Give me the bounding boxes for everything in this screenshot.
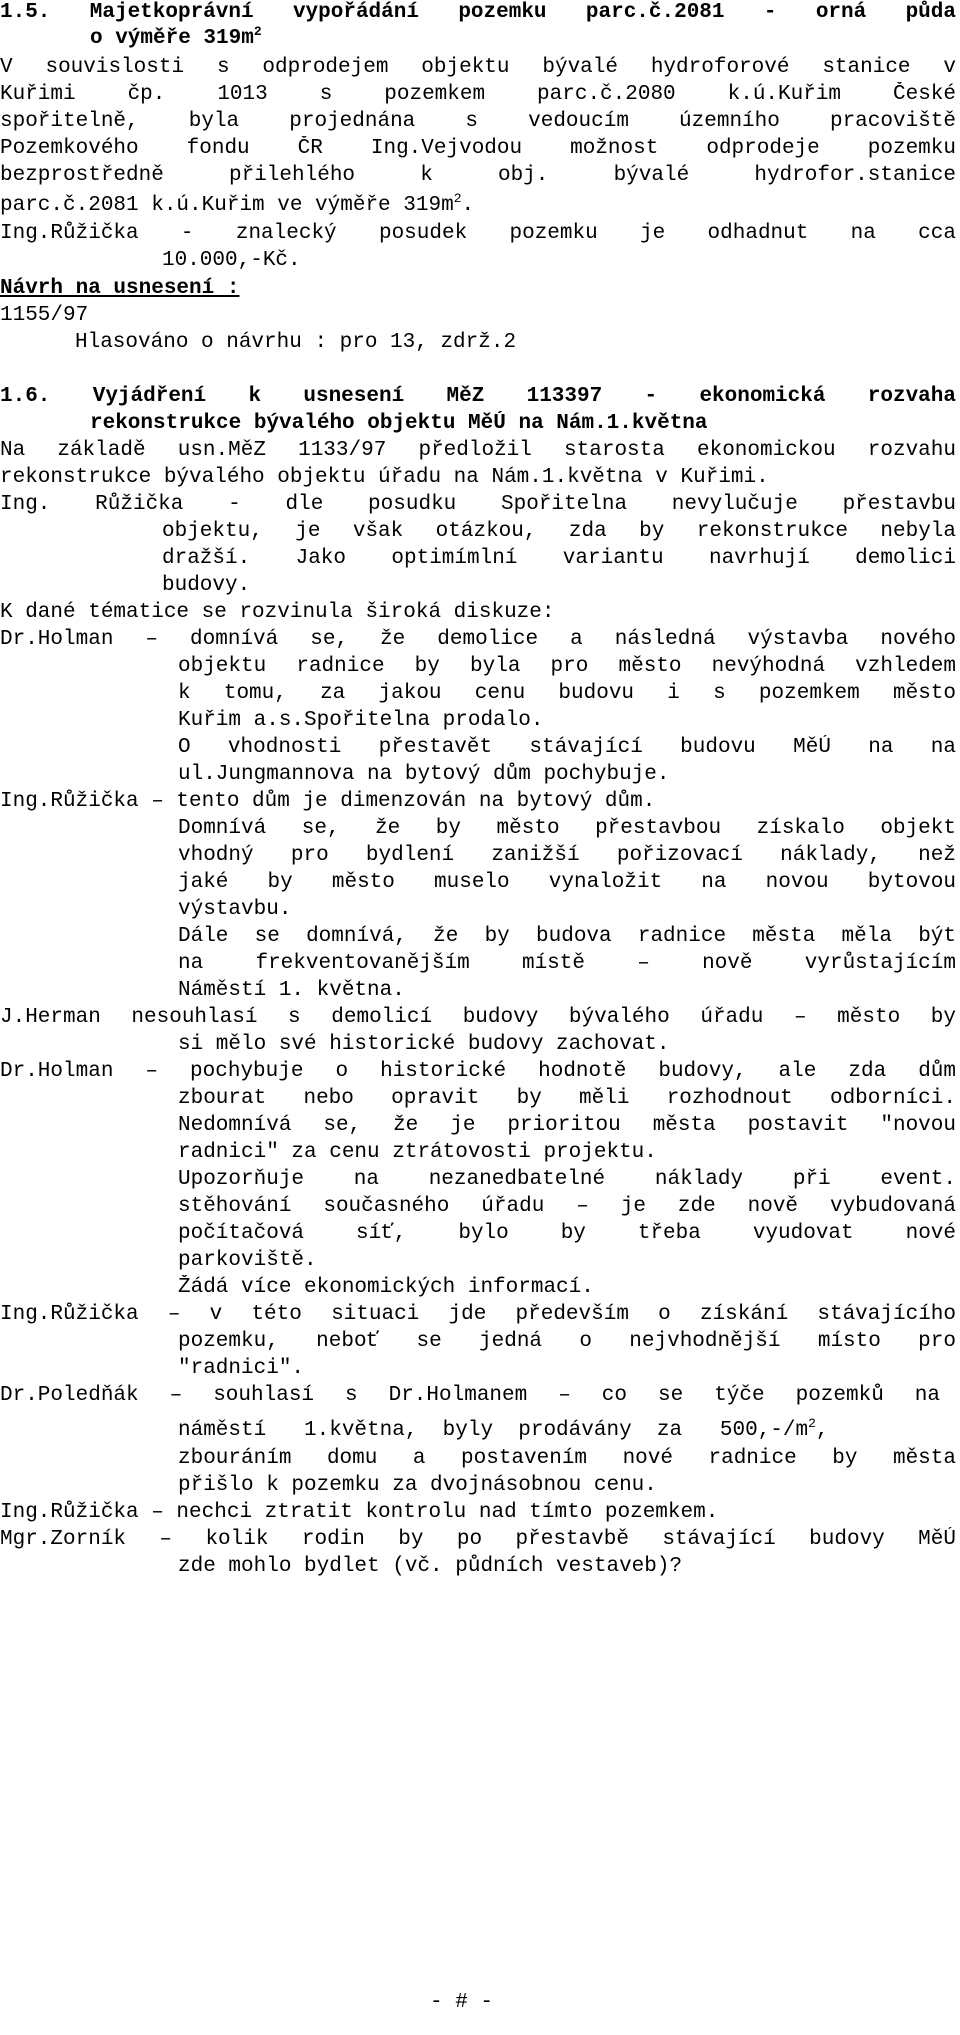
paragraph-line — [0, 193, 956, 219]
section-1-5-title-cont — [90, 26, 950, 52]
motion-text: 1155/97 — [0, 304, 89, 327]
paragraph-line: O vhodnosti přestavět stávající budovu MěÚ na na — [178, 736, 956, 759]
paragraph-line: Náměstí 1. května. — [178, 979, 405, 1002]
paragraph-line: 10.000,-Kč. — [162, 249, 301, 272]
paragraph-line: parkoviště. — [178, 1249, 317, 1272]
superscript: 2 — [253, 26, 262, 39]
paragraph-line: V souvislosti s odprodejem objektu bývalé hydroforové stanice v — [0, 56, 956, 79]
paragraph-line: Ing.Růžička – v této situaci jde především o získání stávajícího — [0, 1303, 956, 1326]
paragraph-line: Pozemkového fondu ČR Ing.Vejvodou možnost odprodeje pozemku — [0, 137, 956, 160]
paragraph-line: rekonstrukce bývalého objektu úřadu na Nám.1.května v Kuřimi. — [0, 466, 769, 489]
paragraph-line: počítačová síť, bylo by třeba vyudovat nové — [178, 1222, 956, 1245]
motion-heading: Návrh na usnesení : — [0, 277, 240, 300]
paragraph-line: K dané tématice se rozvinula široká diskuze: — [0, 601, 555, 624]
title-text: o výměře 319m — [90, 27, 254, 50]
paragraph-line: Upozorňuje na nezanedbatelné náklady při event. — [178, 1168, 956, 1191]
paragraph-line: Dále se domnívá, že by budova radnice města měla být — [178, 925, 956, 948]
section-1-5-title: 1.5. Majetkoprávní vypořádání pozemku parc.č.2081 - orná půda — [0, 1, 956, 24]
paragraph-line — [178, 1418, 956, 1444]
paragraph-line: objektu radnice by byla pro město nevýhodná vzhledem — [178, 655, 956, 678]
paragraph-line: spořitelně, byla projednána s vedoucím územního pracoviště — [0, 110, 956, 133]
paragraph-line: Kuřim a.s.Spořitelna prodalo. — [178, 709, 544, 732]
paragraph-line: Kuřimi čp. 1013 s pozemkem parc.č.2080 k.ú.Kuřim České — [0, 83, 956, 106]
paragraph-line: Domnívá se, že by město přestavbou získalo objekt — [178, 817, 956, 840]
paragraph-line: Žádá více ekonomických informací. — [178, 1276, 594, 1299]
vote-result: Hlasováno o návrhu : pro 13, zdrž.2 — [75, 331, 517, 354]
superscript: 2 — [808, 1418, 816, 1431]
paragraph-line: dražší. Jako optimímlní variantu navrhují demolici — [162, 547, 956, 570]
paragraph-line: "radnici". — [178, 1357, 305, 1380]
paragraph-line: si mělo své historické budovy zachovat. — [178, 1033, 670, 1056]
paragraph-line: radnici" za cenu ztrátovosti projektu. — [178, 1141, 657, 1164]
paragraph-line: Ing.Růžička - znalecký posudek pozemku je odhadnut na cca — [0, 222, 956, 245]
paragraph-line: objektu, je však otázkou, zda by rekonstrukce nebyla — [162, 520, 956, 543]
paragraph-line: stěhování současného úřadu – je zde nově vybudovaná — [178, 1195, 956, 1218]
paragraph-line: ul.Jungmannova na bytový dům pochybuje. — [178, 763, 670, 786]
paragraph-line: Ing.Růžička – tento dům je dimenzován na bytový dům. — [0, 790, 656, 813]
paragraph-line: budovy. — [162, 574, 251, 597]
paragraph-line: Na základě usn.MěZ 1133/97 předložil starosta ekonomickou rozvahu — [0, 439, 956, 462]
section-1-6-title: 1.6. Vyjádření k usnesení MěZ 113397 - ekonomická rozvaha — [0, 385, 956, 408]
superscript: 2 — [453, 193, 462, 206]
page-footer: - # - — [430, 1991, 494, 2014]
paragraph-line: jaké by město muselo vynaložit na novou bytovou — [178, 871, 956, 894]
paragraph-line: J.Herman nesouhlasí s demolicí budovy bývalého úřadu – město by — [0, 1006, 956, 1029]
text: , — [815, 1419, 829, 1442]
paragraph-line: Dr.Holman – pochybuje o historické hodnotě budovy, ale zda dům — [0, 1060, 956, 1083]
paragraph-line: Dr.Poledňák – souhlasí s Dr.Holmanem – co se týče pozemků na — [0, 1384, 940, 1407]
section-1-6-title-cont: rekonstrukce bývalého objektu MěÚ na Nám.1.května — [90, 412, 708, 435]
paragraph-line: zbouráním domu a postavením nové radnice by města — [178, 1447, 956, 1470]
paragraph-line: zde mohlo bydlet (vč. půdních vestaveb)? — [178, 1555, 683, 1578]
paragraph-line: Ing. Růžička - dle posudku Spořitelna nevylučuje přestavbu — [0, 493, 956, 516]
paragraph-line: vhodný pro bydlení zanižší pořizovací náklady, než — [178, 844, 956, 867]
paragraph-line: Ing.Růžička – nechci ztratit kontrolu nad tímto pozemkem. — [0, 1501, 719, 1524]
paragraph-line: Mgr.Zorník – kolik rodin by po přestavbě stávající budovy MěÚ — [0, 1528, 956, 1551]
paragraph-line: Dr.Holman – domnívá se, že demolice a následná výstavba nového — [0, 628, 956, 651]
text: náměstí 1.května, byly prodávány za 500,-/m — [178, 1419, 809, 1442]
paragraph-line: bezprostředně přilehlého k obj. bývalé hydrofor.stanice — [0, 164, 956, 187]
text: parc.č.2081 k.ú.Kuřim ve výměře 319m — [0, 194, 454, 217]
text: . — [461, 194, 475, 217]
paragraph-line: zbourat nebo opravit by měli rozhodnout odborníci. — [178, 1087, 956, 1110]
paragraph-line: Nedomnívá se, že je prioritou města postavit "novou — [178, 1114, 956, 1137]
paragraph-line: přišlo k pozemku za dvojnásobnou cenu. — [178, 1474, 657, 1497]
paragraph-line: výstavbu. — [178, 898, 292, 921]
paragraph-line: pozemku, neboť se jedná o nejvhodnější místo pro — [178, 1330, 956, 1353]
paragraph-line: k tomu, za jakou cenu budovu i s pozemkem město — [178, 682, 956, 705]
paragraph-line: na frekventovanějším místě – nově vyrůstajícím — [178, 952, 956, 975]
